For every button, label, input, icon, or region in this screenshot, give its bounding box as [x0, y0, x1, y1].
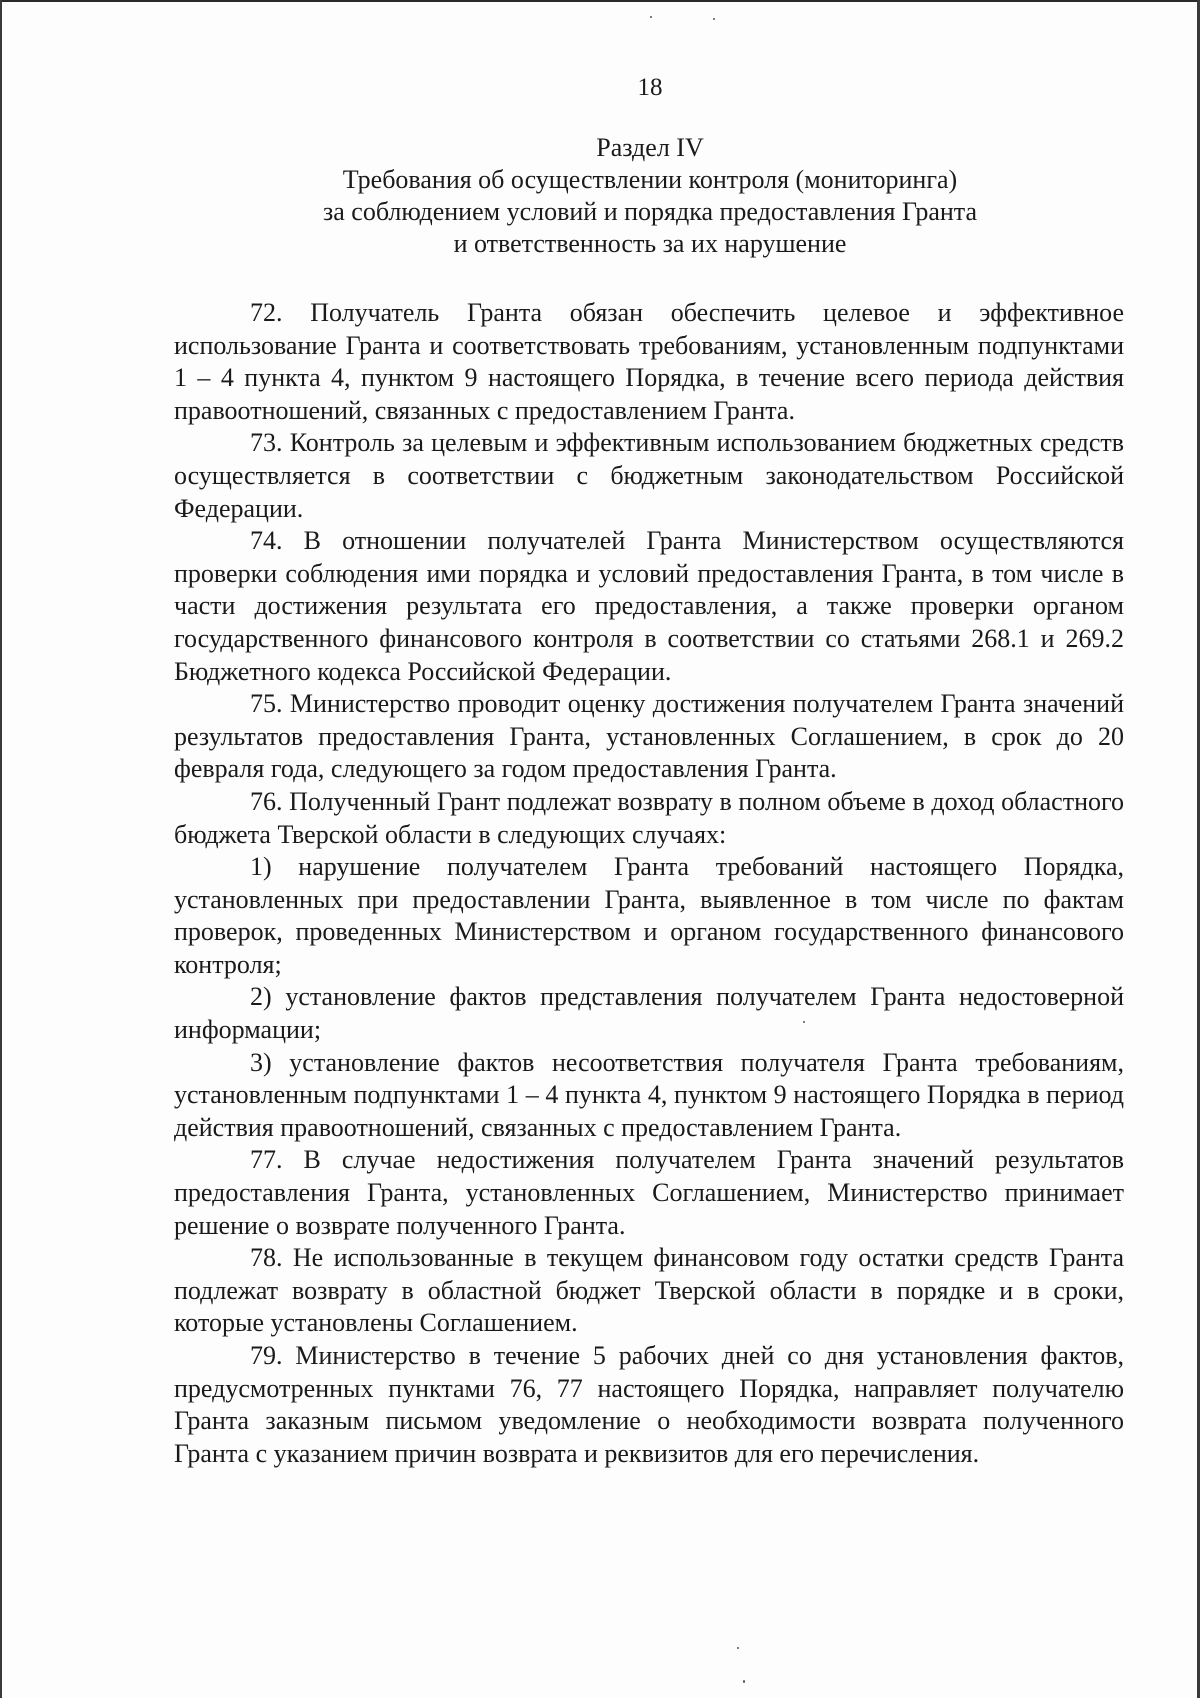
paragraph-78: 78. Не использованные в текущем финансовом году остатки средств Гранта подлежат возврату в областной бюджет Тверской области в порядке и в сроки, которые установлены Соглашением. — [174, 1243, 1124, 1338]
section-subtitle-line: и ответственность за их нарушение — [453, 229, 847, 258]
scan-edge-top — [0, 0, 1200, 2]
scan-speck — [713, 18, 715, 20]
page-number: 18 — [637, 74, 663, 101]
section-subtitle-line: за соблюдением условий и порядка предоставления Гранта — [322, 197, 978, 226]
list-item-3: 3) установление фактов несоответствия получателя Гранта требованиям, установленным подпунктами 1 – 4 пункта 4, пунктом 9 настоящего Порядка в период действия правоотношений, связанных с предоставлением Гранта. — [174, 1047, 1124, 1142]
paragraph-75: 75. Министерство проводит оценку достижения получателем Гранта значений результатов предоставления Гранта, установленных Соглашением, в срок до 20 февраля года, следующего за годом предоставления Гранта. — [174, 689, 1124, 784]
scan-speck — [743, 1680, 745, 1683]
list-item-1: 1) нарушение получателем Гранта требований настоящего Порядка, установленных при предоставлении Гранта, выявленное в том числе по фактам проверок, проведенных Министерством и органом государственного финансового контроля; — [174, 852, 1124, 979]
paragraph-73: 73. Контроль за целевым и эффективным использованием бюджетных средств осуществляется в соответствии с бюджетным законодательством Российской Федерации. — [174, 428, 1124, 523]
document-body — [174, 297, 1124, 1470]
scan-speck — [803, 1021, 805, 1023]
paragraph-72: 72. Получатель Гранта обязан обеспечить целевое и эффективное использование Гранта и соответствовать требованиям, установленным подпунктами 1 – 4 пункта 4, пунктом 9 настоящего Порядка, в течение всего периода действия правоотношений, связанных с предоставлением Гранта. — [174, 298, 1124, 425]
section-subtitle-line: Требования об осуществлении контроля (мониторинга) — [342, 165, 958, 194]
paragraph-74: 74. В отношении получателей Гранта Министерством осуществляются проверки соблюдения ими порядка и условий предоставления Гранта, в том числе в части достижения результата его предоставления, а также проверки органом государственного финансового контроля в соответствии со статьями 268.1 и 269.2 Бюджетного кодекса Российской Федерации. — [174, 526, 1124, 686]
scan-speck — [737, 1647, 739, 1649]
paragraph-76: 76. Полученный Грант подлежат возврату в полном объеме в доход областного бюджета Тверской области в следующих случаях: — [174, 786, 1124, 849]
section-title: Раздел IV — [596, 133, 704, 162]
paragraph-79: 79. Министерство в течение 5 рабочих дней со дня установления фактов, предусмотренных пунктами 76, 77 настоящего Порядка, направляет получателю Гранта заказным письмом уведомление о необходимости возврата полученного Гранта с указанием причин возврата и реквизитов для его перечисления. — [174, 1341, 1124, 1468]
paragraph-77: 77. В случае недостижения получателем Гранта значений результатов предоставления Гранта, установленных Соглашением, Министерство принимает решение о возврате полученного Гранта. — [174, 1145, 1124, 1240]
section-heading — [250, 132, 1050, 260]
scan-edge-left — [0, 0, 2, 1698]
list-item-2: 2) установление фактов представления получателем Гранта недостоверной информации; — [174, 982, 1124, 1045]
scan-speck — [650, 16, 652, 18]
